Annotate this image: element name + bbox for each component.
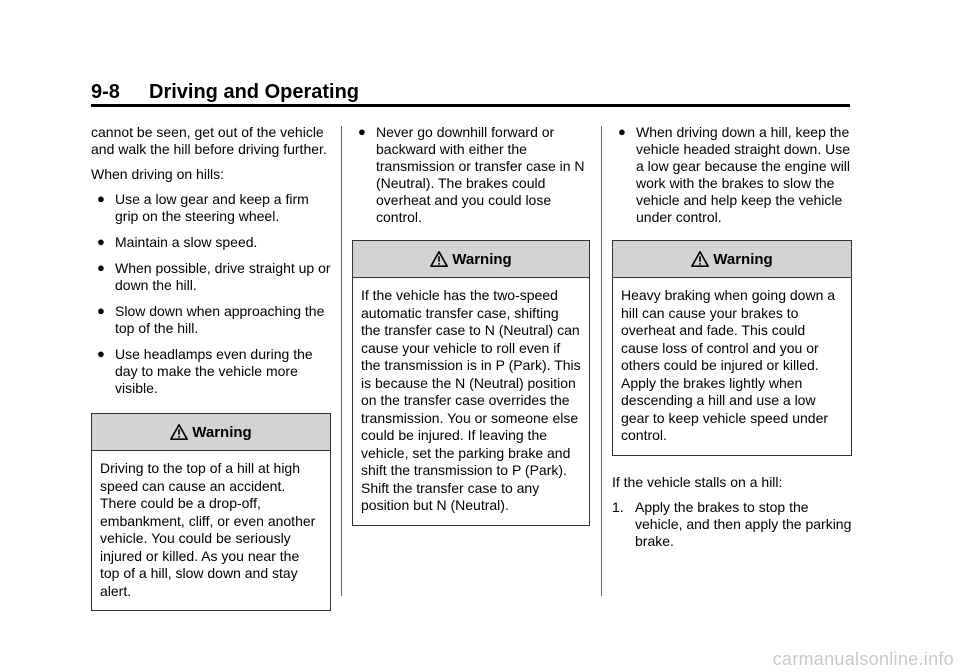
warning-title: Warning <box>713 250 773 268</box>
warning-box <box>91 413 331 611</box>
warning-text: Heavy braking when going down a hill can cause your brakes to overheat and fade. This could cause loss of control and you or others could be injured or killed. Apply the brakes lightly when descending a hill and use a low gear to keep vehicle speed under control. <box>621 287 836 443</box>
list-item: ● Slow down when approaching the top of the hill. <box>97 303 325 336</box>
bullet-icon: ● <box>97 234 105 249</box>
step-text: Apply the brakes to stop the vehicle, and then apply the parking brake. <box>635 498 852 549</box>
column-2 <box>352 124 590 526</box>
column-3 <box>612 124 852 550</box>
column-divider <box>601 126 602 596</box>
bullet-icon: ● <box>358 124 366 139</box>
warning-triangle-icon <box>691 250 709 268</box>
column-1 <box>91 124 331 611</box>
column-divider <box>341 126 342 596</box>
list-item: ● When driving down a hill, keep the vehicle headed straight down. Use a low gear because the engine will work with the brakes to slow the vehicle and help keep the vehicle under control. <box>618 124 851 225</box>
list-item: ● When possible, drive straight up or down the hill. <box>97 260 331 293</box>
warning-title: Warning <box>192 423 252 441</box>
warning-triangle-icon <box>430 250 448 268</box>
stall-lead: If the vehicle stalls on a hill: <box>612 473 783 490</box>
list-item: ● Use a low gear and keep a firm grip on the steering wheel. <box>97 191 309 224</box>
bullet-icon: ● <box>97 303 105 318</box>
list-item <box>612 499 852 550</box>
warning-header <box>613 241 851 278</box>
warning-triangle-icon <box>170 423 188 441</box>
list-item: ● Use headlamps even during the day to make the vehicle more visible. <box>97 346 313 396</box>
warning-box <box>352 240 590 526</box>
bullet-icon: ● <box>97 346 105 361</box>
warning-header <box>92 414 330 451</box>
hills-lead: When driving on hills: <box>91 166 225 182</box>
warning-text: If the vehicle has the two-speed automatic transfer case, shifting the transfer case to N (Neutral) can cause your vehicle to roll even if the transmission is in P (Park). This is because the N (Neutral) position on the transfer case overrides the transmission. You or someone else could be injured. If leaving the vehicle, set the parking brake and shift the transmission to P (Park). Shift the transfer case to any position but N (Neutral). <box>361 287 581 513</box>
intro-paragraph: cannot be seen, get out of the vehicle and walk the hill before driving further. <box>91 124 327 157</box>
list-item: ● Maintain a slow speed. <box>97 234 258 250</box>
downhill-driving-list <box>612 124 852 226</box>
bullet-icon: ● <box>618 124 626 139</box>
watermark: carmanualsonline.info <box>772 649 954 669</box>
stall-steps-list <box>612 499 852 550</box>
downhill-tips-list <box>352 124 590 226</box>
hill-tips-list <box>91 191 331 397</box>
bullet-icon: ● <box>97 260 105 275</box>
warning-title: Warning <box>452 250 512 268</box>
warning-box <box>612 240 852 456</box>
page-header <box>91 80 850 107</box>
warning-text: Driving to the top of a hill at high speed can cause an accident. There could be a drop-off, embankment, cliff, or even another vehicle. You could be seriously injured or killed. As you near the top of a hill, slow down and stay alert. <box>100 460 316 599</box>
step-number: 1. <box>612 498 624 515</box>
section-title: Driving and Operating <box>149 81 360 103</box>
page-number: 9-8 <box>91 81 120 103</box>
warning-header <box>353 241 589 278</box>
bullet-icon: ● <box>97 191 105 206</box>
list-item: ● Never go downhill forward or backward with either the transmission or transfer case in N (Neutral). The brakes could overheat and you could lose control. <box>358 124 585 225</box>
